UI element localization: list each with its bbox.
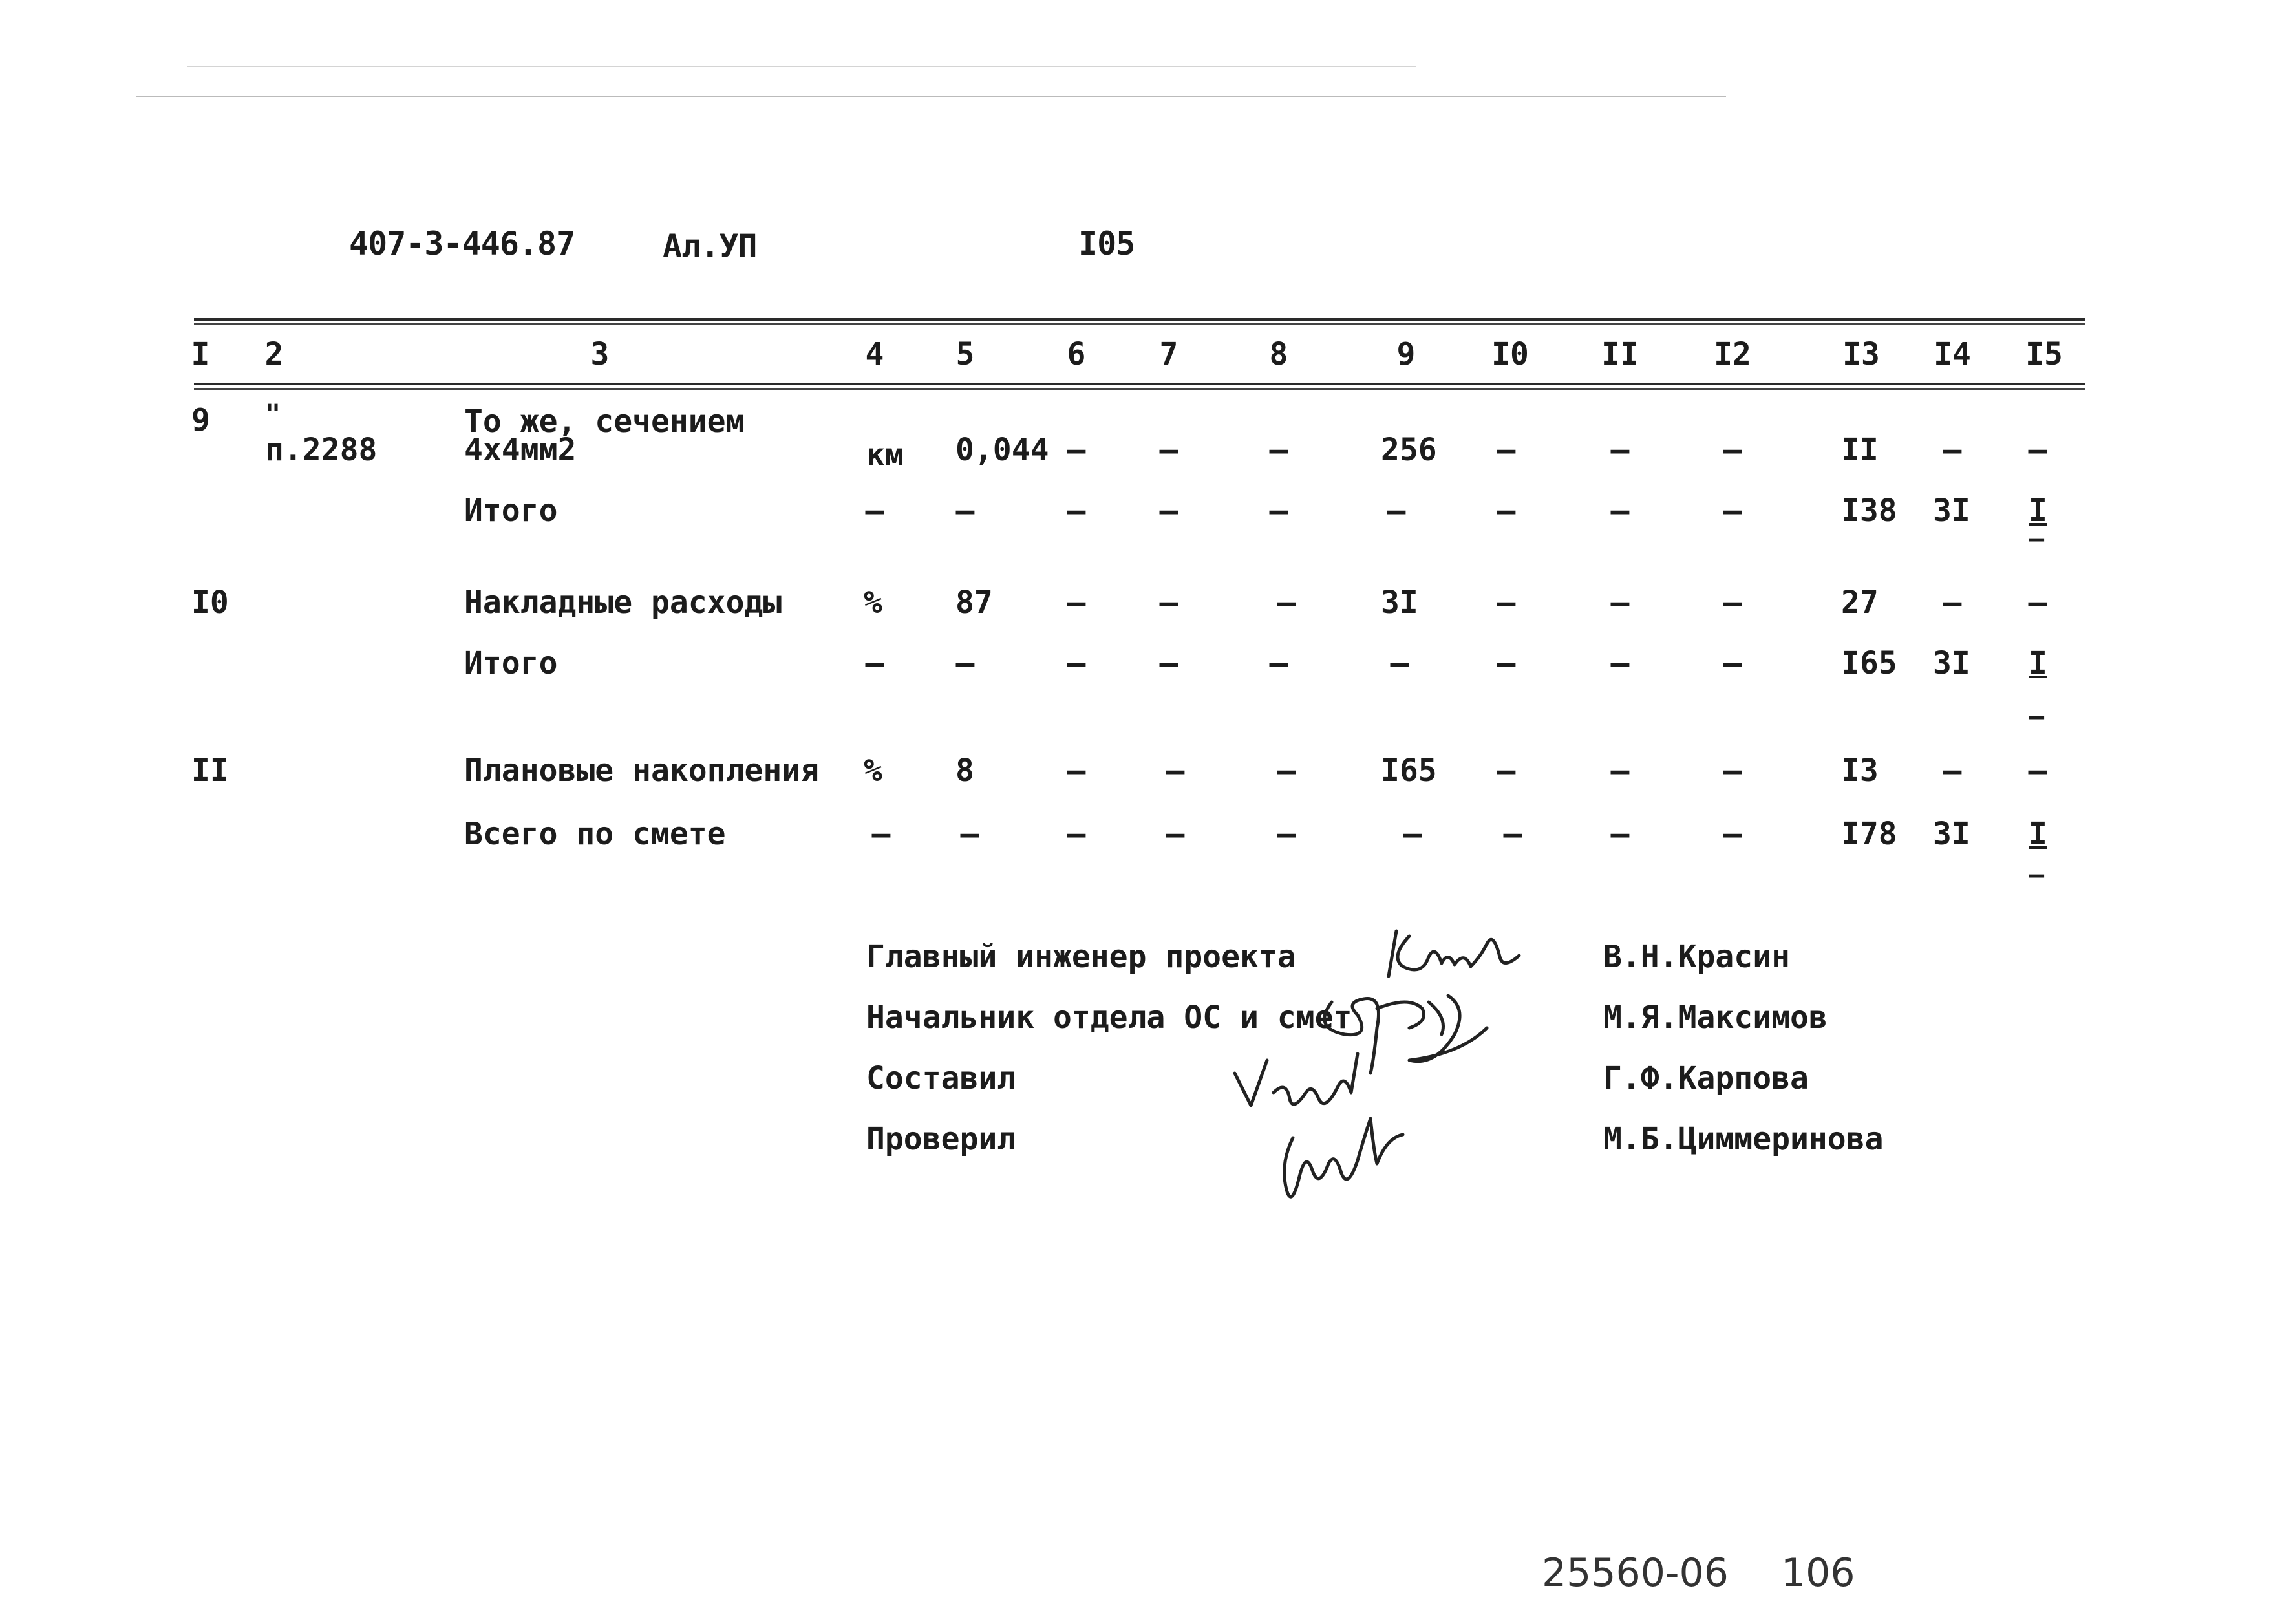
row-col10: – xyxy=(1497,432,1516,468)
row-col14: – xyxy=(1943,753,1962,789)
row-col13: II xyxy=(1841,432,1879,468)
col-header-8: 8 xyxy=(1269,336,1288,372)
col-header-14: I4 xyxy=(1934,336,1971,372)
row-col10: – xyxy=(1503,816,1522,852)
row-col6: – xyxy=(1067,432,1086,468)
row-description: Итого xyxy=(464,493,558,529)
row-col14: – xyxy=(1943,584,1962,621)
doc-code: 407-3-446.87 xyxy=(349,225,575,262)
row-unit: км xyxy=(866,437,904,473)
signature-name: М.Я.Максимов xyxy=(1603,999,1828,1036)
row-col15: – xyxy=(2028,432,2047,468)
col-header-12: I2 xyxy=(1714,336,1751,372)
col-header-15: I5 xyxy=(2025,336,2063,372)
row-description: Итого xyxy=(464,645,558,681)
row-description: Плановые накопления xyxy=(464,753,820,789)
row-col14: 3I xyxy=(1933,493,1970,529)
row-col7: – xyxy=(1166,753,1185,789)
col-header-7: 7 xyxy=(1159,336,1178,372)
row-col12: – xyxy=(1723,645,1742,681)
row-col5: – xyxy=(955,645,975,681)
col-header-2: 2 xyxy=(264,336,284,372)
row-description-line2: 4х4мм2 xyxy=(464,432,577,468)
signature-role: Главный инженер проекта xyxy=(866,939,1296,975)
row-col5: – xyxy=(960,816,979,852)
handwritten-signatures xyxy=(1215,905,1577,1215)
row-col10: – xyxy=(1497,493,1516,529)
col-header-13: I3 xyxy=(1842,336,1880,372)
ditto-mark: " xyxy=(265,400,281,429)
row-col12: – xyxy=(1723,432,1742,468)
album-label: Ал.УП xyxy=(663,228,757,265)
table-header-rule xyxy=(194,383,2085,385)
row-col7: – xyxy=(1159,645,1178,681)
scan-artifact-line xyxy=(187,66,1416,67)
row-col12: – xyxy=(1723,753,1742,789)
row-col14: 3I xyxy=(1933,645,1970,681)
row-col6: – xyxy=(1067,584,1086,621)
row-col10: – xyxy=(1497,584,1516,621)
row-unit: – xyxy=(865,493,884,529)
signature-name: М.Б.Циммеринова xyxy=(1603,1121,1884,1157)
row-col10: – xyxy=(1497,753,1516,789)
row-col7: – xyxy=(1159,432,1178,468)
row-col13: I38 xyxy=(1841,493,1897,529)
row-col9: – xyxy=(1403,816,1422,852)
row-col9: 3I xyxy=(1381,584,1418,621)
col-header-3: 3 xyxy=(590,336,610,372)
row-number: I0 xyxy=(191,584,229,621)
row-col6: – xyxy=(1067,493,1086,529)
row-description: Всего по смете xyxy=(464,816,726,852)
row-col9: – xyxy=(1390,645,1409,681)
row-col11: – xyxy=(1610,584,1630,621)
signature-role: Проверил xyxy=(866,1121,1016,1157)
row-reference: п.2288 xyxy=(265,432,378,468)
row-col12: – xyxy=(1723,493,1742,529)
row-col5: – xyxy=(955,493,975,529)
row-unit: % xyxy=(864,584,882,621)
col-header-9: 9 xyxy=(1396,336,1416,372)
row-number: II xyxy=(191,753,229,789)
row-col6: – xyxy=(1067,816,1086,852)
row-col8: – xyxy=(1277,816,1296,852)
row-col7: – xyxy=(1159,584,1178,621)
row-col15: – xyxy=(2028,584,2047,621)
row-unit: – xyxy=(865,645,884,681)
row-col5: 0,044 xyxy=(955,432,1049,468)
row-col7: – xyxy=(1159,493,1178,529)
row-col11: – xyxy=(1610,432,1630,468)
row-col5: 8 xyxy=(955,753,974,789)
row-col13: 27 xyxy=(1841,584,1879,621)
row-col10: – xyxy=(1497,645,1516,681)
row-col13: I3 xyxy=(1841,753,1879,789)
stray-dash: – xyxy=(2029,701,2045,731)
row-number: 9 xyxy=(191,402,210,438)
row-col8: – xyxy=(1277,753,1296,789)
signature-name: Г.Ф.Карпова xyxy=(1603,1060,1809,1096)
col-header-11: II xyxy=(1601,336,1639,372)
col-header-6: 6 xyxy=(1067,336,1086,372)
row-col5: 87 xyxy=(955,584,993,621)
col-header-1: I xyxy=(191,336,210,372)
signature-role: Начальник отдела ОС и смет xyxy=(866,999,1352,1036)
row-col14: 3I xyxy=(1933,816,1970,852)
page-number: I05 xyxy=(1078,225,1135,262)
table-top-rule xyxy=(194,318,2085,321)
col-header-5: 5 xyxy=(955,336,975,372)
row-col8: – xyxy=(1269,432,1288,468)
row-col11: – xyxy=(1610,753,1630,789)
row-col15: I xyxy=(2029,493,2047,529)
row-col9: 256 xyxy=(1381,432,1437,468)
row-col9: – xyxy=(1387,493,1406,529)
row-col11: – xyxy=(1610,493,1630,529)
row-col15: I xyxy=(2029,645,2047,681)
col-header-4: 4 xyxy=(865,336,884,372)
row-col13: I78 xyxy=(1841,816,1897,852)
scan-artifact-line xyxy=(136,96,1726,97)
col-header-10: I0 xyxy=(1491,336,1529,372)
row-col14: – xyxy=(1943,432,1962,468)
row-col12: – xyxy=(1723,584,1742,621)
row-col13: I65 xyxy=(1841,645,1897,681)
row-col15: – xyxy=(2028,753,2047,789)
row-unit: – xyxy=(871,816,891,852)
table-top-rule-2 xyxy=(194,323,2085,325)
inventory-number: 25560-06 xyxy=(1542,1550,1729,1596)
row-col9: I65 xyxy=(1381,753,1437,789)
signature-name: В.Н.Красин xyxy=(1603,939,1790,975)
row-col8: – xyxy=(1269,645,1288,681)
row-col15: I xyxy=(2029,816,2047,852)
table-header-rule-2 xyxy=(194,388,2085,390)
row-col8: – xyxy=(1269,493,1288,529)
row-col6: – xyxy=(1067,645,1086,681)
row-col6: – xyxy=(1067,753,1086,789)
row-col8: – xyxy=(1277,584,1296,621)
row-col12: – xyxy=(1723,816,1742,852)
stray-dash: – xyxy=(2029,860,2045,890)
row-description: Накладные расходы xyxy=(464,584,782,621)
row-col11: – xyxy=(1610,816,1630,852)
stray-dash: – xyxy=(2029,524,2045,553)
row-unit: % xyxy=(864,753,882,789)
row-col7: – xyxy=(1166,816,1185,852)
signature-role: Составил xyxy=(866,1060,1016,1096)
sheet-number: 106 xyxy=(1781,1550,1855,1596)
row-description: То же, сечением xyxy=(464,403,745,440)
row-col11: – xyxy=(1610,645,1630,681)
